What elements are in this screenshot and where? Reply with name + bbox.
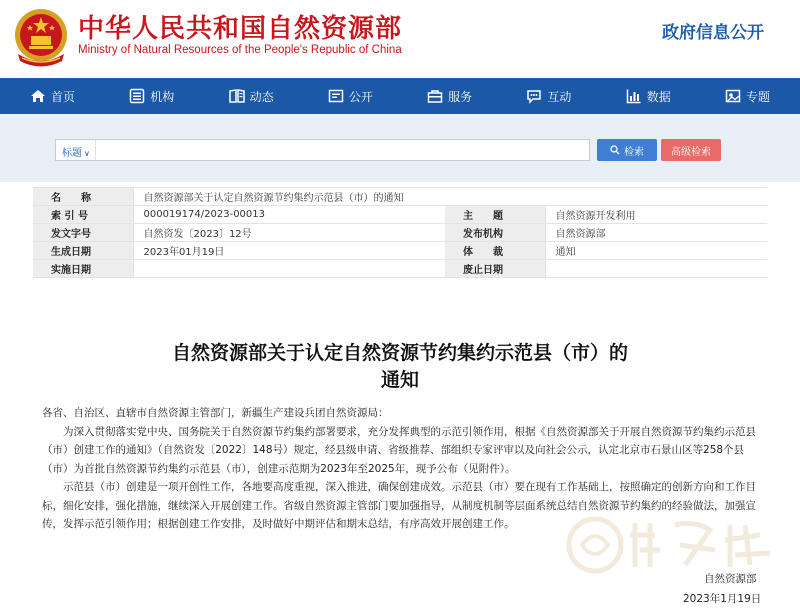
paragraph: 示范县（市）创建是一项开创性工作，各地要高度重视，深入推进，确保创建成效。示范县（市）要在现有工作基础上，按照确定的创新方向和工作目标，细化安排，强化措施，继续深入开展创建工作。省级自然资源主管部门要加强指导，从制度机制等层面系统总结自然资源节约集约的经验做法，加强宣传，发挥示范引领作用；根据创建工作安排，及时做好中期评估和期末总结，有序高效开展创建工作。 xyxy=(42,481,756,530)
search-button[interactable] xyxy=(597,139,657,161)
search-input[interactable] xyxy=(97,140,587,160)
meta-label: 名 称 xyxy=(33,188,133,206)
meta-value: 2023年01月19日 xyxy=(133,242,445,260)
meta-value: 通知 xyxy=(545,242,767,260)
advanced-search-label: 高级检索 xyxy=(671,146,711,158)
nav-item-topic[interactable] xyxy=(725,88,770,105)
nav-label: 首页 xyxy=(51,89,76,104)
advanced-search-button[interactable] xyxy=(661,139,721,161)
home-icon xyxy=(30,88,46,104)
meta-value: 自然资源部关于认定自然资源节约集约示范县（市）的通知 xyxy=(133,188,767,206)
meta-label: 索 引 号 xyxy=(33,206,133,224)
gov-info-heading[interactable]: 政府信息公开 xyxy=(662,23,764,43)
search-icon xyxy=(610,145,620,155)
table-row xyxy=(33,224,767,242)
meta-label: 主 题 xyxy=(445,206,545,224)
table-row xyxy=(33,242,767,260)
open-icon xyxy=(328,88,344,104)
topic-icon xyxy=(725,88,741,104)
document-body xyxy=(42,404,758,534)
national-emblem-icon xyxy=(12,6,70,68)
nav-item-home[interactable] xyxy=(30,88,75,105)
search-scope-value: 标题 xyxy=(62,148,82,159)
search-button-label: 检索 xyxy=(624,146,644,158)
site-title[interactable]: 中华人民共和国自然资源部 xyxy=(78,14,403,44)
service-icon xyxy=(427,88,443,104)
table-row xyxy=(33,206,767,224)
paragraph: 为深入贯彻落实党中央、国务院关于自然资源节约集约部署要求，充分发挥典型的示范引领作用，根据《自然资源部关于开展自然资源节约集约示范县（市）创建工作的通知》（自然资发〔2022〕148号）规定，经县级申请、省级推荐、部组织专家评审以及向社会公示，认定北京市石景山区等258个县（市）为首批自然资源节约集约示范县（市），创建示范期为2023年至2025年，现予公布（见附件）。 xyxy=(42,425,756,475)
nav-label: 专题 xyxy=(745,89,770,104)
doc-metadata-table xyxy=(33,187,767,278)
document-title-line: 通知 xyxy=(380,369,419,391)
nav-item-service[interactable] xyxy=(427,88,472,105)
nav-item-news[interactable] xyxy=(229,88,274,105)
nav-item-open[interactable] xyxy=(328,88,373,105)
table-row xyxy=(33,260,767,278)
nav-label: 动态 xyxy=(249,89,274,104)
document-signature: 自然资源部 xyxy=(704,573,757,585)
nav-item-interact[interactable] xyxy=(526,88,571,105)
nav-label: 机构 xyxy=(150,89,175,104)
nav-item-data[interactable] xyxy=(626,88,671,105)
meta-label: 实施日期 xyxy=(33,260,133,278)
salutation: 各省、自治区、直辖市自然资源主管部门，新疆生产建设兵团自然资源局： xyxy=(42,407,389,419)
org-icon xyxy=(129,88,145,104)
site-header xyxy=(0,0,800,78)
meta-label: 生成日期 xyxy=(33,242,133,260)
meta-value: 自然资发〔2023〕12号 xyxy=(133,224,445,242)
meta-label: 废止日期 xyxy=(445,260,545,278)
nav-item-org[interactable] xyxy=(129,88,174,105)
meta-value: 自然资源开发利用 xyxy=(545,206,767,224)
document-date: 2023年1月19日 xyxy=(683,593,762,605)
search-band xyxy=(0,114,800,182)
meta-label: 体 裁 xyxy=(445,242,545,260)
site-subtitle-en: Ministry of Natural Resources of the People's Republic of China xyxy=(78,44,402,56)
news-icon xyxy=(229,88,245,104)
table-row xyxy=(33,188,767,206)
meta-value: 000019174/2023-00013 xyxy=(133,206,445,224)
document-title-line: 自然资源部关于认定自然资源节约集约示范县（市）的 xyxy=(171,342,628,364)
meta-value xyxy=(133,260,445,278)
chat-icon xyxy=(526,88,542,104)
nav-label: 互动 xyxy=(547,89,572,104)
meta-value xyxy=(545,260,767,278)
chevron-down-icon: ∨ xyxy=(84,149,90,158)
search-scope-select[interactable] xyxy=(56,140,96,160)
search-box xyxy=(55,139,590,161)
main-nav xyxy=(0,78,800,114)
document-title xyxy=(120,340,680,394)
chart-icon xyxy=(626,88,642,104)
meta-value: 自然资源部 xyxy=(545,224,767,242)
nav-label: 数据 xyxy=(646,89,671,104)
meta-label: 发布机构 xyxy=(445,224,545,242)
nav-label: 公开 xyxy=(348,89,373,104)
meta-label: 发文字号 xyxy=(33,224,133,242)
nav-label: 服务 xyxy=(448,89,473,104)
